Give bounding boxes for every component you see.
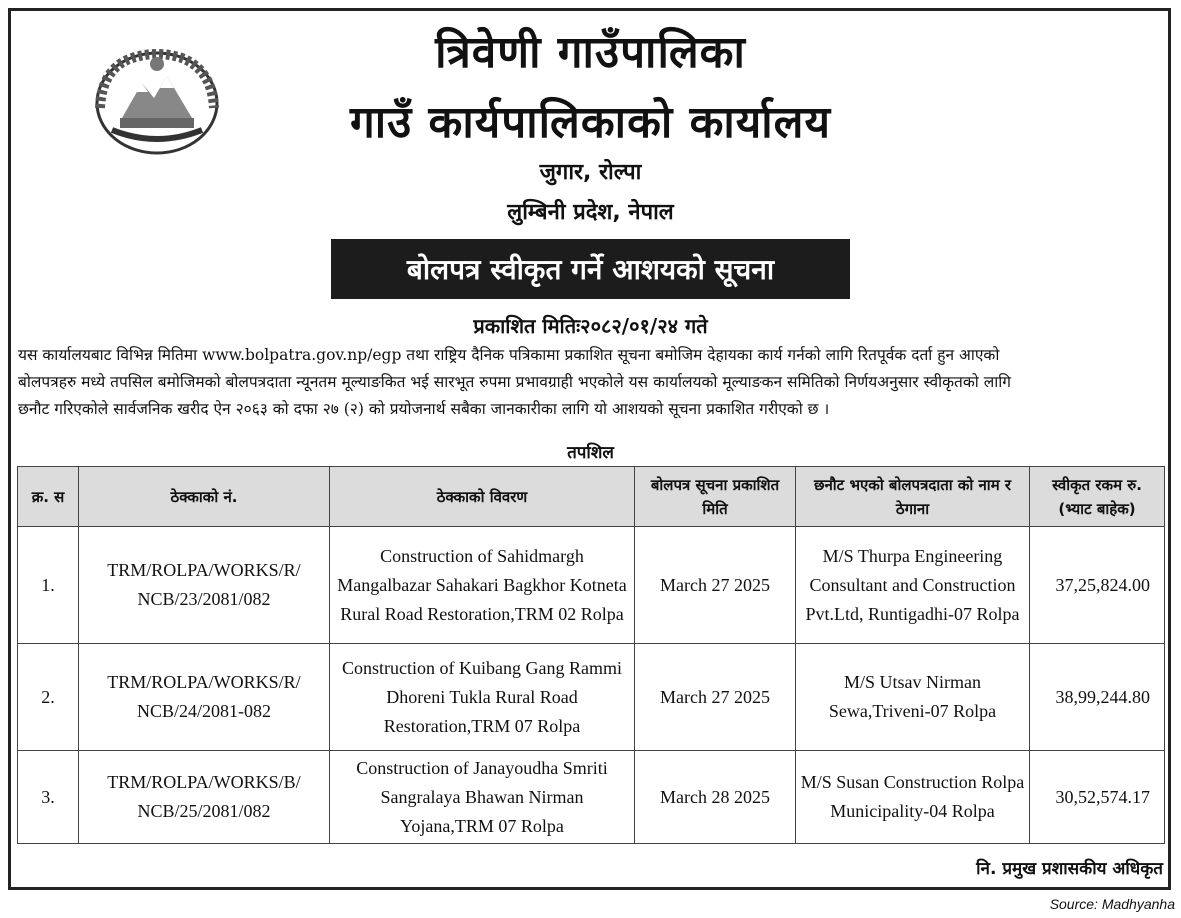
contracts-table xyxy=(17,466,1165,844)
cell-sn: 1. xyxy=(18,527,79,644)
published-date: प्रकाशित मितिः२०८२/०१/२४ गते xyxy=(473,314,708,338)
cell-bidder: M/S Susan Construction Rolpa Municipality-04 Rolpa xyxy=(796,751,1030,844)
table-header-row xyxy=(18,467,1165,527)
paragraph-line: बोलपत्रहरु मध्ये तपसिल बमोजिमको बोलपत्रदाता न्यूनतम मूल्याङकित भई सारभूत रुपमा प्रभावग्राही भएकोले यस कार्यालयको मूल्याङकन समितिको निर्णयअनुसार स्वीकृतको लागि xyxy=(18,373,1011,391)
source-credit: Source: Madhyanha xyxy=(1049,896,1175,912)
address-line-2: लुम्बिनी प्रदेश, नेपाल xyxy=(507,200,674,225)
notice-banner xyxy=(331,239,850,299)
header-sn: क्र. स xyxy=(18,467,79,527)
cell-sn: 2. xyxy=(18,644,79,751)
cell-bidder: M/S Utsav Nirman Sewa,Triveni-07 Rolpa xyxy=(796,644,1030,751)
notice-banner-title: बोलपत्र स्वीकृत गर्ने आशयको सूचना xyxy=(406,253,775,286)
address-line-1: जुगार, रोल्पा xyxy=(539,160,642,185)
header-bidder: छनौट भएको बोलपत्रदाता को नाम र ठेगाना xyxy=(796,467,1030,527)
cell-contract-no: TRM/ROLPA/WORKS/R/ NCB/23/2081/082 xyxy=(79,527,330,644)
cell-published-date: March 27 2025 xyxy=(635,644,796,751)
municipality-title: त्रिवेणी गाउँपालिका xyxy=(435,27,746,78)
header-amount: स्वीकृत रकम रु. (भ्याट बाहेक) xyxy=(1030,467,1165,527)
cell-amount: 38,99,244.80 xyxy=(1030,644,1165,751)
header-contract-no: ठेक्काको नं. xyxy=(79,467,330,527)
table-row xyxy=(18,527,1165,644)
header-description: ठेक्काको विवरण xyxy=(330,467,635,527)
cell-description: Construction of Kuibang Gang Rammi Dhoreni Tukla Rural Road Restoration,TRM 07 Rolpa xyxy=(330,644,635,751)
cell-contract-no: TRM/ROLPA/WORKS/B/ NCB/25/2081/082 xyxy=(79,751,330,844)
office-title: गाउँ कार्यपालिकाको कार्यालय xyxy=(349,97,832,148)
cell-description: Construction of Sahidmargh Mangalbazar Sahakari Bagkhor Kotneta Rural Road Restoration,TRM 02 Rolpa xyxy=(330,527,635,644)
cell-sn: 3. xyxy=(18,751,79,844)
signatory: नि. प्रमुख प्रशासकीय अधिकृत xyxy=(976,859,1163,879)
paragraph-line: छनौट गरिएकोले सार्वजनिक खरीद ऐन २०६३ को दफा २७ (२) को प्रयोजनार्थ सबैका जानकारीका लागि यो आशयको सूचना प्रकाशित गरीएको छ । xyxy=(18,400,830,418)
table-row xyxy=(18,644,1165,751)
cell-amount: 37,25,824.00 xyxy=(1030,527,1165,644)
paragraph-line: यस कार्यालयबाट विभिन्न मितिमा www.bolpatra.gov.np/egp तथा राष्ट्रिय दैनिक पत्रिकामा प्रकाशित सूचना बमोजिम देहायका कार्य गर्नको लागि रितपूर्वक दर्ता हुन आएको xyxy=(18,346,1000,364)
schedule-label: तपशिल xyxy=(567,443,614,463)
notice-paragraph xyxy=(18,342,1166,423)
header-published-date: बोलपत्र सूचना प्रकाशित मिति xyxy=(635,467,796,527)
cell-amount: 30,52,574.17 xyxy=(1030,751,1165,844)
cell-published-date: March 27 2025 xyxy=(635,527,796,644)
cell-contract-no: TRM/ROLPA/WORKS/R/ NCB/24/2081-082 xyxy=(79,644,330,751)
cell-bidder: M/S Thurpa Engineering Consultant and Construction Pvt.Ltd, Runtigadhi-07 Rolpa xyxy=(796,527,1030,644)
cell-description: Construction of Janayoudha Smriti Sangralaya Bhawan Nirman Yojana,TRM 07 Rolpa xyxy=(330,751,635,844)
cell-published-date: March 28 2025 xyxy=(635,751,796,844)
table-row xyxy=(18,751,1165,844)
